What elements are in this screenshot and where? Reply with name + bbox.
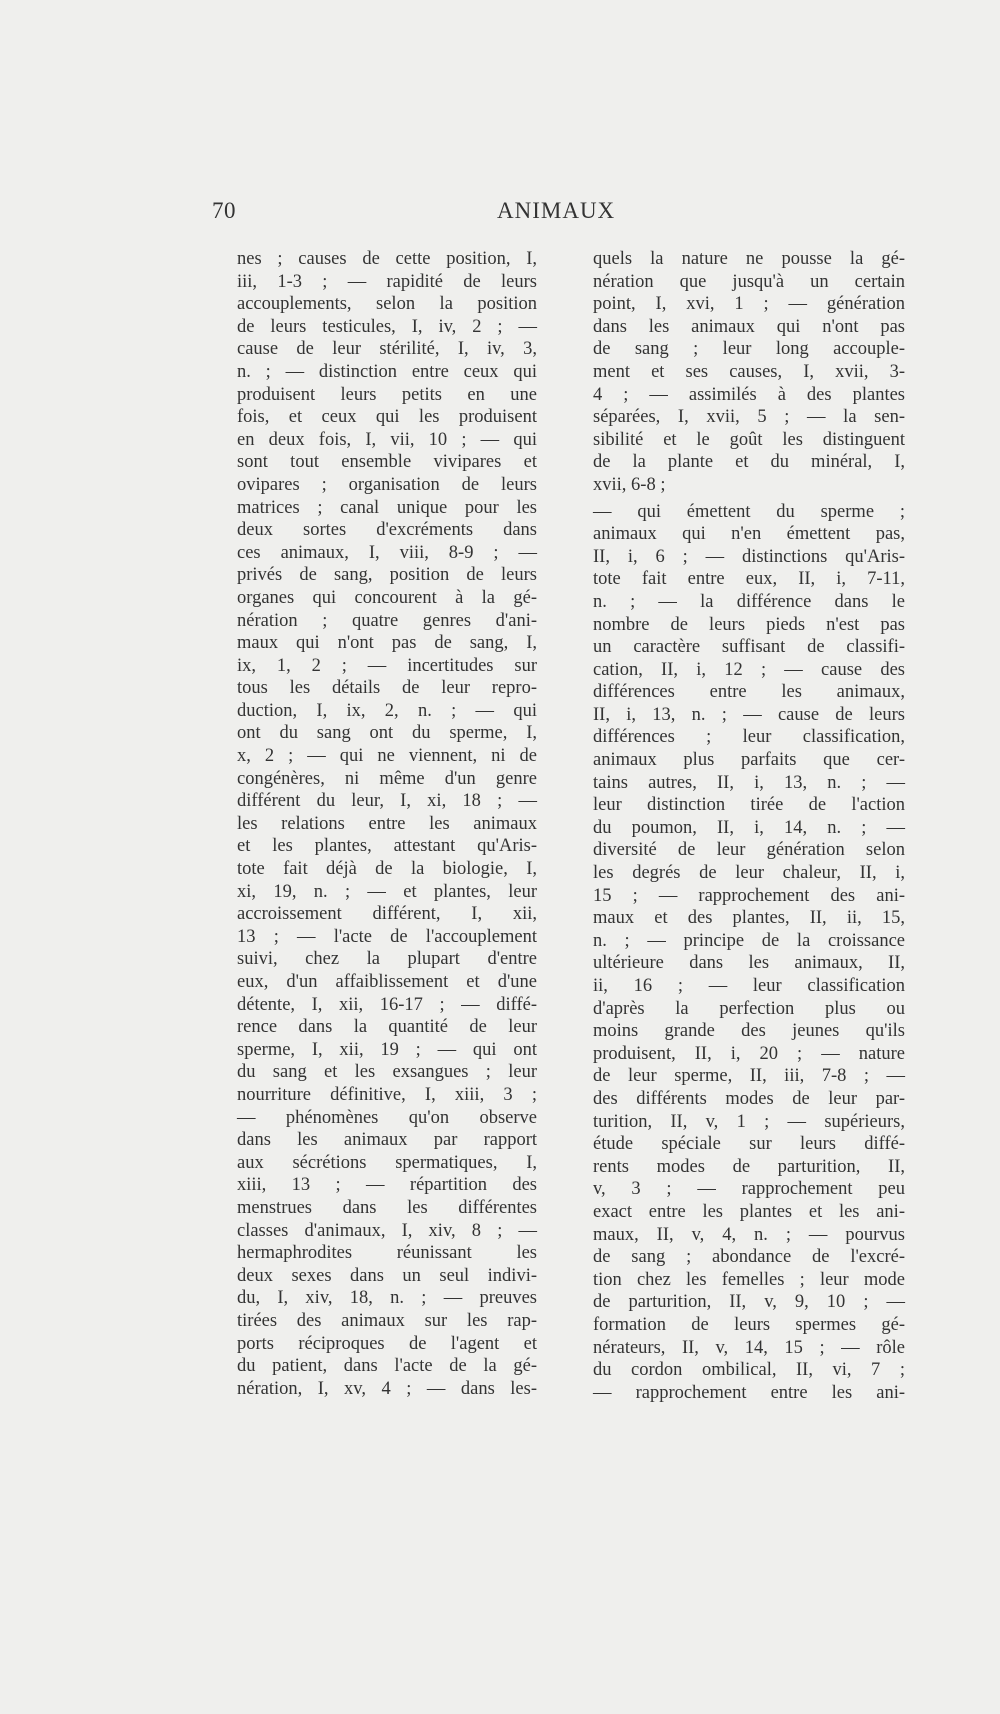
text-line: x, 2 ; — qui ne viennent, ni de [237, 746, 537, 767]
text-line: nération ; quatre genres d'ani- [237, 610, 537, 631]
text-line: nérateurs, II, v, 14, 15 ; — rôle [593, 1337, 905, 1358]
text-line: diversité de leur génération selon [593, 840, 905, 861]
text-line: deux sortes d'excréments dans [237, 520, 537, 541]
text-line: du patient, dans l'acte de la gé- [237, 1356, 537, 1377]
text-line: 13 ; — l'acte de l'accouplement [237, 926, 537, 947]
text-line: de sang ; abondance de l'excré- [593, 1247, 905, 1268]
text-line: accouplements, selon la position [237, 294, 537, 315]
text-line: fois, et ceux qui les produisent [237, 407, 537, 428]
text-line: différent du leur, I, xi, 18 ; — [237, 791, 537, 812]
text-line: n. ; — la différence dans le [593, 591, 905, 612]
text-line: d'après la perfection plus ou [593, 998, 905, 1019]
text-line: sont tout ensemble vivipares et [237, 452, 537, 473]
text-line: de la plante et du minéral, I, [593, 452, 905, 473]
text-line: tote fait déjà de la biologie, I, [237, 859, 537, 880]
text-line: cation, II, i, 12 ; — cause des [593, 659, 905, 680]
text-line: exact entre les plantes et les ani- [593, 1201, 905, 1222]
text-line: n. ; — distinction entre ceux qui [237, 361, 537, 382]
text-line: produisent, II, i, 20 ; — nature [593, 1043, 905, 1064]
text-line: séparées, I, xvii, 5 ; — la sen- [593, 407, 905, 428]
text-line: les degrés de leur chaleur, II, i, [593, 863, 905, 884]
text-line: et les plantes, attestant qu'Aris- [237, 836, 537, 857]
text-line: xi, 19, n. ; — et plantes, leur [237, 881, 537, 902]
text-line: dans les animaux par rapport [237, 1130, 537, 1151]
text-line: moins grande des jeunes qu'ils [593, 1021, 905, 1042]
text-line: II, i, 13, n. ; — cause de leurs [593, 704, 905, 725]
text-line: tirées des animaux sur les rap- [237, 1310, 537, 1331]
right-column [593, 248, 905, 1404]
text-line: xvii, 6-8 ; [593, 474, 666, 495]
text-line: dans les animaux qui n'ont pas [593, 316, 905, 337]
text-line: classes d'animaux, I, xiv, 8 ; — [237, 1220, 537, 1241]
text-line: ports réciproques de l'agent et [237, 1333, 537, 1354]
text-line: tains autres, II, i, 13, n. ; — [593, 772, 905, 793]
text-line: animaux qui n'en émettent pas, [593, 524, 905, 545]
text-line: du sang et les exsangues ; leur [237, 1062, 537, 1083]
text-line: de leur sperme, II, iii, 7-8 ; — [593, 1066, 905, 1087]
text-line: 15 ; — rapprochement des ani- [593, 885, 905, 906]
running-head: ANIMAUX [497, 198, 616, 223]
text-line: nération, I, xv, 4 ; — dans les- [237, 1378, 537, 1399]
text-line: turition, II, v, 1 ; — supérieurs, [593, 1111, 905, 1132]
text-line: quels la nature ne pousse la gé- [593, 249, 905, 269]
text-line: — rapprochement entre les ani- [593, 1382, 905, 1403]
text-line: du poumon, II, i, 14, n. ; — [593, 817, 905, 838]
page-number: 70 [212, 198, 236, 223]
text-line: détente, I, xii, 16-17 ; — diffé- [237, 994, 537, 1015]
text-line: formation de leurs spermes gé- [593, 1314, 905, 1335]
text-line: ces animaux, I, viii, 8-9 ; — [237, 542, 537, 563]
text-line: accroissement différent, I, xii, [237, 904, 537, 925]
text-line: tote fait entre eux, II, i, 7-11, [593, 569, 905, 590]
text-line: ont du sang ont du sperme, I, [237, 723, 537, 744]
text-line: eux, d'un affaiblissement et d'une [237, 972, 537, 992]
text-line: II, i, 6 ; — distinctions qu'Aris- [593, 546, 905, 567]
text-line: ment et ses causes, I, xvii, 3- [593, 361, 905, 382]
text-line: du, I, xiv, 18, n. ; — preuves [237, 1288, 537, 1309]
text-line: tion chez les femelles ; leur mode [593, 1269, 905, 1290]
text-line: matrices ; canal unique pour les [237, 497, 537, 518]
text-line: sibilité et le goût les distinguent [593, 429, 905, 450]
text-line: maux et des plantes, II, ii, 15, [593, 908, 905, 929]
text-line: iii, 1-3 ; — rapidité de leurs [237, 271, 537, 292]
text-line: rents modes de parturition, II, [593, 1156, 905, 1177]
text-line: différences ; leur classification, [593, 727, 905, 748]
text-line: en deux fois, I, vii, 10 ; — qui [237, 429, 537, 450]
text-line: suivi, chez la plupart d'entre [237, 949, 537, 970]
text-line: organes qui concourent à la gé- [237, 587, 537, 608]
text-line: maux, II, v, 4, n. ; — pourvus [593, 1224, 905, 1245]
text-line: menstrues dans les différentes [237, 1197, 537, 1218]
text-line: n. ; — principe de la croissance [593, 930, 905, 951]
left-column [237, 248, 537, 1400]
text-line: ultérieure dans les animaux, II, [593, 953, 905, 974]
text-line: ovipares ; organisation de leurs [237, 474, 537, 495]
text-line: de parturition, II, v, 9, 10 ; — [593, 1292, 905, 1313]
text-line: — phénomènes qu'on observe [237, 1107, 537, 1128]
text-line: tous les détails de leur repro- [237, 678, 537, 699]
text-line: animaux plus parfaits que cer- [593, 750, 905, 771]
text-line: des différents modes de leur par- [593, 1088, 905, 1109]
text-line: v, 3 ; — rapprochement peu [593, 1179, 905, 1200]
text-line: rence dans la quantité de leur [237, 1017, 537, 1038]
text-line: un caractère suffisant de classifi- [593, 637, 905, 658]
text-line: xiii, 13 ; — répartition des [237, 1175, 537, 1196]
text-line: les relations entre les animaux [237, 813, 537, 834]
text-line: de sang ; leur long accouple- [593, 339, 905, 360]
text-line: sperme, I, xii, 19 ; — qui ont [237, 1039, 537, 1060]
text-line: ix, 1, 2 ; — incertitudes sur [237, 655, 537, 676]
text-line: deux sexes dans un seul indivi- [237, 1265, 537, 1286]
text-line: du cordon ombilical, II, vi, 7 ; [593, 1360, 905, 1381]
text-line: point, I, xvi, 1 ; — génération [593, 294, 905, 315]
text-line: maux qui n'ont pas de sang, I, [237, 633, 537, 654]
text-line: — qui émettent du sperme ; [593, 501, 905, 522]
text-line: leur distinction tirée de l'action [593, 795, 905, 816]
text-line: aux sécrétions spermatiques, I, [237, 1152, 537, 1173]
text-line: 4 ; — assimilés à des plantes [593, 384, 905, 405]
text-line: duction, I, ix, 2, n. ; — qui [237, 700, 537, 721]
text-line: étude spéciale sur leurs diffé- [593, 1134, 905, 1155]
text-line: privés de sang, position de leurs [237, 565, 537, 586]
text-line: nourriture définitive, I, xiii, 3 ; [237, 1084, 537, 1105]
text-line: cause de leur stérilité, I, iv, 3, [237, 339, 537, 360]
text-line: nération que jusqu'à un certain [593, 271, 905, 292]
text-line: ii, 16 ; — leur classification [593, 976, 905, 996]
text-line: congénères, ni même d'un genre [237, 768, 537, 789]
text-line: produisent leurs petits en une [237, 384, 537, 405]
text-line: différences entre les animaux, [593, 682, 905, 703]
text-line: nes ; causes de cette position, I, [237, 249, 537, 269]
text-line: nombre de leurs pieds n'est pas [593, 614, 905, 635]
text-line: hermaphrodites réunissant les [237, 1243, 537, 1264]
text-line: de leurs testicules, I, iv, 2 ; — [237, 316, 537, 337]
